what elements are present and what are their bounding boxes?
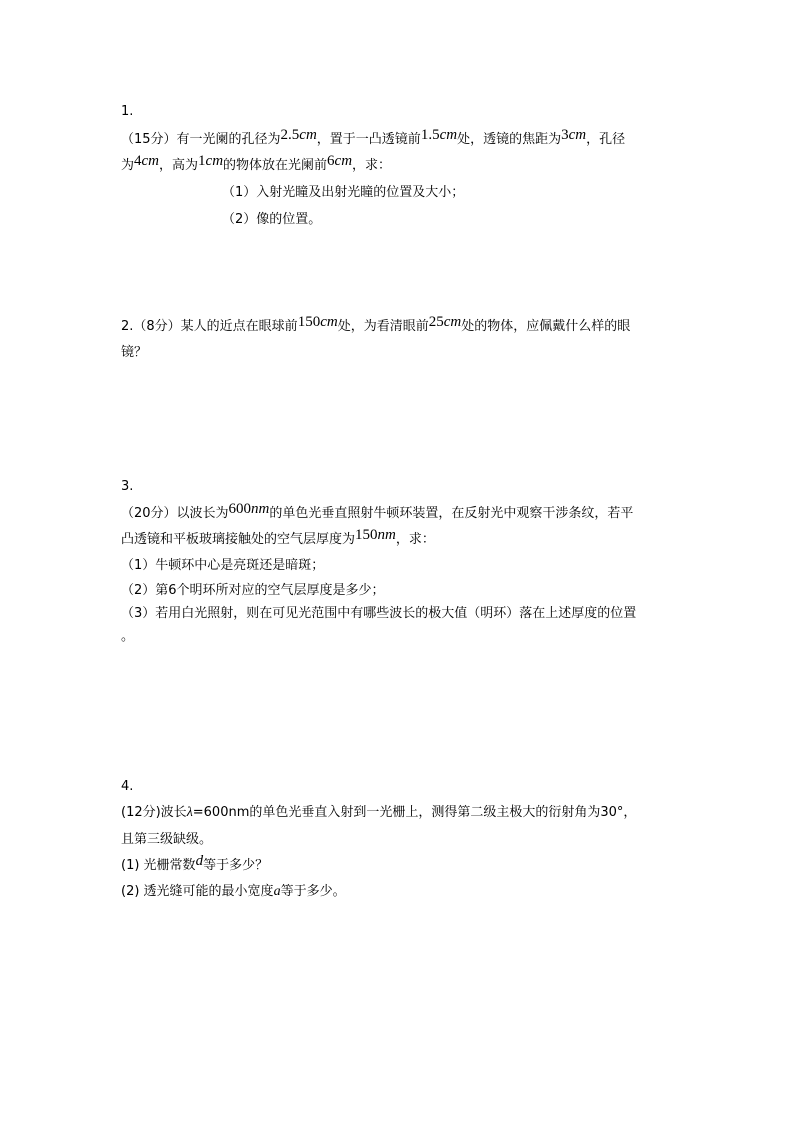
q2-line-2: 镜？ — [121, 345, 148, 360]
q2-line-1: 2.（8分）某人的近点在眼球前150cm处，为看清眼前25cm处的物体，应佩戴什么样的眼 — [121, 314, 631, 334]
q3-subquestion-2: （2）第6个明环所对应的空气层厚度是多少； — [121, 583, 385, 598]
q1-line-1: （15分）有一光阑的孔径为2.5cm，置于一凸透镜前1.5cm处，透镜的焦距为3cm，孔径 — [121, 127, 626, 147]
q4-number: 4. — [121, 779, 134, 794]
q3-line-1: （20分）以波长为600nm的单色光垂直照射牛顿环装置，在反射光中观察干涉条纹，若平 — [121, 501, 634, 521]
q3-subquestion-3: （3）若用白光照射，则在可见光范围中有哪些波长的极大值（明环）落在上述厚度的位置 — [121, 606, 637, 621]
q4-line-2: 且第三级缺级。 — [121, 832, 213, 847]
q4-subquestion-2: (2) 透光缝可能的最小宽度a等于多少。 — [121, 884, 346, 899]
q4-line-1: (12分)波长λ=600nm的单色光垂直入射到一光栅上，测得第二级主极大的衍射角为30°， — [121, 805, 637, 820]
q3-line-2: 凸透镜和平板玻璃接触处的空气层厚度为150nm，求： — [121, 527, 435, 547]
q3-subquestion-3-end: 。 — [121, 629, 135, 644]
q4-subquestion-1: (1) 光栅常数d等于多少？ — [121, 853, 269, 873]
q3-subquestion-1: （1）牛顿环中心是亮斑还是暗斑； — [121, 558, 325, 573]
q1-line-2: 为4cm，高为1cm的物体放在光阑前6cm，求： — [121, 153, 392, 173]
q3-number: 3. — [121, 479, 134, 494]
q1-subquestion-1: （1）入射光瞳及出射光瞳的位置及大小； — [222, 185, 465, 200]
q1-number: 1. — [121, 104, 134, 119]
q1-subquestion-2: （2）像的位置。 — [222, 212, 322, 227]
